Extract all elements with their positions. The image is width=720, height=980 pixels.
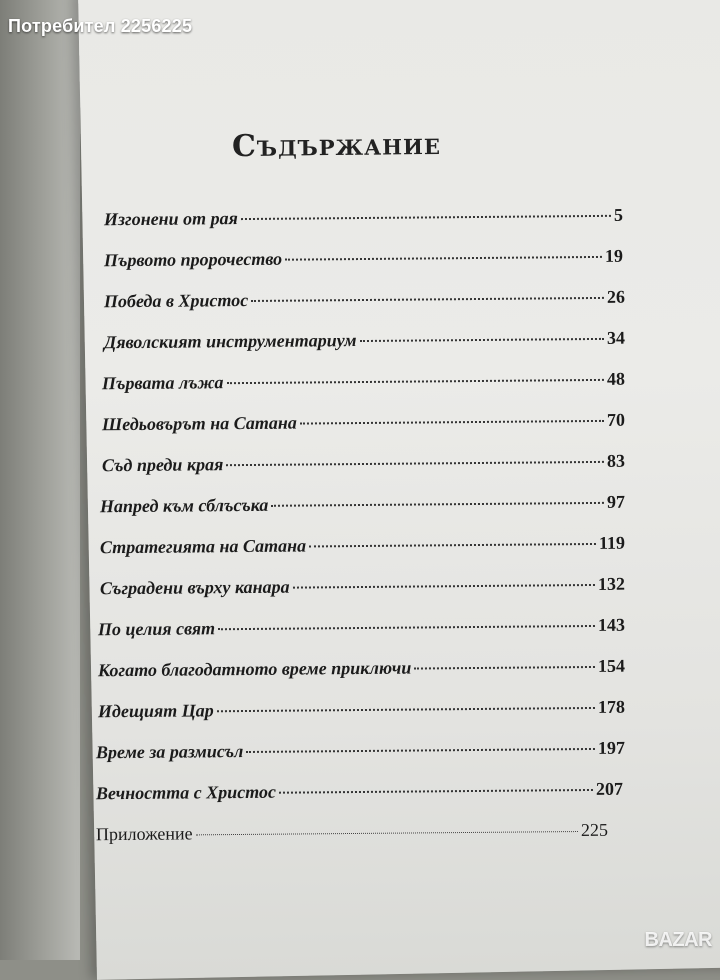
toc-leader <box>285 256 602 261</box>
toc-page: 19 <box>604 245 624 266</box>
toc-leader <box>226 461 604 466</box>
toc-row <box>100 574 625 605</box>
toc-row <box>104 205 623 236</box>
toc-row <box>98 697 625 728</box>
toc-row <box>98 615 625 646</box>
user-watermark: Потребител 2256225 <box>8 16 193 36</box>
toc-leader <box>251 297 604 302</box>
toc-leader <box>279 789 593 794</box>
toc-page: 207 <box>595 778 624 799</box>
toc-label: Шедьовърът на Сатана <box>101 412 297 435</box>
toc-label: Когато благодатното време приключи <box>97 657 412 681</box>
toc-label: Съградени върху канара <box>99 576 290 599</box>
toc-page: 197 <box>597 737 626 758</box>
toc-page: 26 <box>606 286 626 307</box>
toc-leader <box>414 666 595 670</box>
toc-label: Победа в Христос <box>103 290 249 312</box>
toc-label: Дяволският инструментариум <box>103 330 357 353</box>
toc-label: Изгонени от рая <box>103 208 239 230</box>
toc-leader <box>196 831 578 835</box>
toc-row <box>96 779 623 810</box>
toc-leader <box>360 338 604 342</box>
toc-label: Идещият Цар <box>97 700 214 722</box>
toc-label: Напред към сблъсъка <box>99 494 269 517</box>
toc-row <box>100 492 625 523</box>
toc-label: Приложение <box>95 823 193 845</box>
toc-page: 143 <box>597 614 626 635</box>
toc-page: 48 <box>606 368 626 389</box>
toc-leader <box>300 420 604 425</box>
toc-label: Съд преди края <box>101 454 224 476</box>
toc-page: 70 <box>606 409 626 430</box>
toc-label: Първата лъжа <box>101 372 224 394</box>
toc-row <box>96 820 608 850</box>
toc-page: 97 <box>606 491 626 512</box>
toc-row <box>98 656 625 687</box>
toc-page: 225 <box>580 819 609 841</box>
toc-row <box>100 533 625 564</box>
toc-label: Вечността с Христос <box>95 781 277 804</box>
toc-leader <box>309 543 596 548</box>
toc-leader <box>241 215 611 220</box>
toc-row <box>102 410 625 441</box>
toc-leader <box>293 584 595 589</box>
toc-leader <box>218 625 595 630</box>
toc-label: Стратегията на Сатана <box>99 535 307 558</box>
toc-leader <box>227 379 604 384</box>
toc-label: Време за размисъл <box>95 741 244 763</box>
page-title: Съдържание <box>231 126 442 165</box>
toc-leader <box>271 502 604 507</box>
toc-page: 34 <box>606 327 626 348</box>
toc-page: 132 <box>597 573 626 594</box>
toc-page: 119 <box>598 532 626 553</box>
toc-leader <box>246 748 595 753</box>
bazar-logo: BAZAR <box>644 929 712 951</box>
toc-row <box>104 328 625 359</box>
toc-row <box>104 246 623 277</box>
toc-page: 5 <box>613 204 624 225</box>
toc-leader <box>217 707 595 712</box>
toc-page: 154 <box>597 655 626 676</box>
toc-row <box>96 738 625 769</box>
toc-row <box>102 369 625 400</box>
toc-row <box>104 287 625 318</box>
toc-page: 178 <box>597 696 626 717</box>
toc-label: Първото пророчество <box>103 248 283 271</box>
toc-page: 83 <box>606 450 626 471</box>
toc-label: По целия свят <box>97 618 216 640</box>
toc-row <box>102 451 625 482</box>
